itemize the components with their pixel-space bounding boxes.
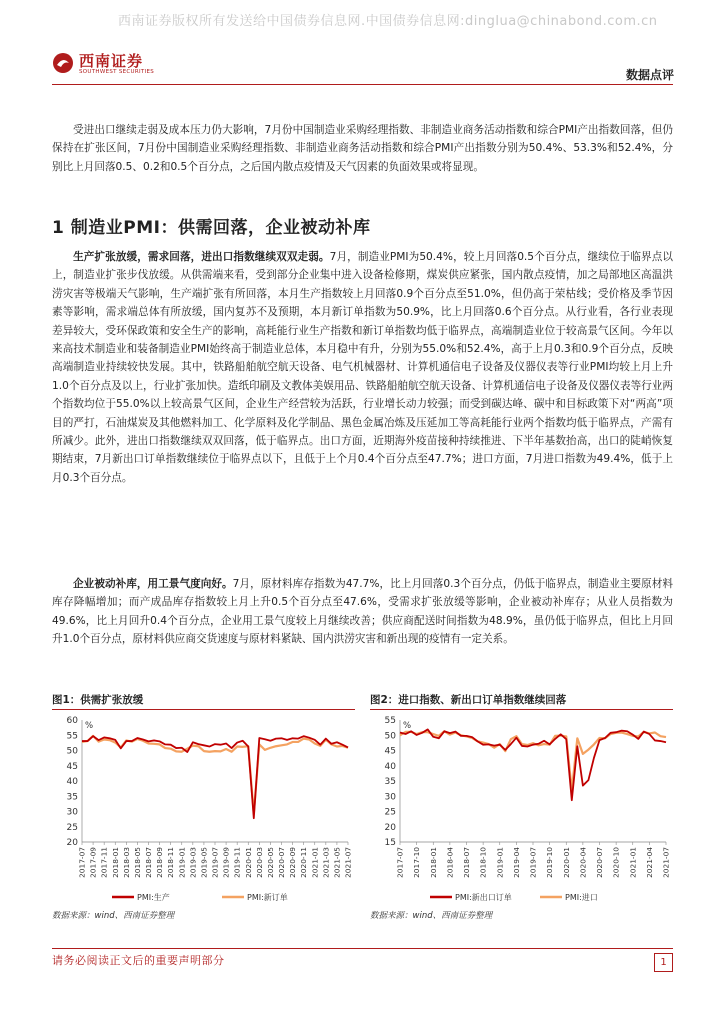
brand-logo — [52, 50, 182, 80]
y-tick-label: 55 — [384, 716, 396, 726]
series-line-1 — [82, 736, 348, 818]
x-tick-label: 2020-10 — [611, 847, 621, 878]
x-tick-label: 2019-04 — [511, 847, 521, 878]
x-tick-label: 2019-10 — [545, 847, 555, 878]
y-tick-label: 25 — [384, 807, 396, 818]
report-type: 数据点评 — [625, 68, 674, 82]
x-tick-label: 2018-03 — [121, 847, 131, 878]
logo-mark-icon — [52, 52, 74, 74]
y-tick-label: 60 — [66, 716, 78, 726]
y-tick-label: 15 — [384, 838, 396, 848]
header-divider — [52, 84, 673, 85]
x-tick-label: 2021-03 — [321, 847, 331, 878]
x-tick-label: 2021-01 — [310, 847, 320, 878]
x-tick-label: 2020-04 — [578, 847, 588, 878]
unit-label: % — [403, 721, 412, 731]
x-tick-label: 2019-07 — [528, 847, 538, 878]
watermark: 西南证券版权所有发送给中国债券信息网.中国债券信息网:dinglua@chinabond.com.cn — [118, 14, 658, 29]
x-tick-label: 2019-11 — [232, 847, 242, 878]
figure-2-source: 数据来源：wind、西南证券整理 — [370, 911, 493, 921]
x-tick-label: 2018-07 — [462, 847, 471, 878]
footer-divider — [52, 948, 673, 949]
x-tick-label: 2020-07 — [595, 847, 604, 878]
paragraph-lead: 企业被动补库，用工景气度向好。 — [73, 578, 233, 590]
x-tick-label: 2019-03 — [188, 847, 198, 878]
x-tick-label: 2020-05 — [265, 847, 275, 878]
x-tick-label: 2019-09 — [221, 847, 231, 878]
paragraph-lead: 生产扩张放缓，需求回落，进出口指数继续双双走弱。 — [73, 251, 330, 263]
y-tick-label: 20 — [384, 822, 396, 833]
x-tick-label: 2021-05 — [332, 847, 342, 878]
chart-2-svg — [370, 712, 675, 907]
x-tick-label: 2021-07 — [661, 847, 671, 878]
x-tick-label: 2021-07 — [343, 847, 353, 878]
x-tick-label: 2020-07 — [277, 847, 286, 878]
y-tick-label: 55 — [66, 731, 78, 742]
chart-1-svg — [52, 712, 357, 907]
x-tick-label: 2020-01 — [561, 847, 571, 878]
x-tick-label: 2018-09 — [155, 847, 165, 878]
x-tick-label: 2018-04 — [445, 847, 455, 878]
y-tick-label: 45 — [384, 746, 396, 757]
unit-label: % — [85, 721, 94, 731]
series-line-1 — [400, 729, 666, 800]
y-tick-label: 40 — [66, 777, 78, 787]
page-number: 1 — [654, 953, 673, 972]
legend-label: PMI:生产 — [137, 893, 170, 902]
x-tick-label: 2017-11 — [99, 847, 109, 878]
y-tick-label: 35 — [66, 792, 78, 803]
x-tick-label: 2017-07 — [77, 847, 87, 878]
figure-1-chart — [52, 712, 357, 907]
legend-label: PMI:新出口订单 — [455, 893, 512, 902]
intro-paragraph — [52, 121, 673, 176]
logo-name-en: SOUTHWEST SECURITIES — [79, 69, 155, 75]
x-tick-label: 2019-01 — [177, 847, 187, 878]
body-paragraph-1 — [52, 248, 673, 487]
y-tick-label: 50 — [66, 746, 78, 757]
logo-name-cn: 西南证券 — [79, 52, 144, 70]
y-tick-label: 30 — [384, 792, 396, 803]
series-line-2 — [400, 731, 666, 790]
intro-text: 受进出口继续走弱及成本压力仍大影响，7月份中国制造业采购经理指数、非制造业商务活动指数和综合PMI产出指数回落，但仍保持在扩张区间，7月份中国制造业采购经理指数、非制造业商务活动指数和综合PMI产出指数分别为50.4%、53.3%和52.4%，分别比上月回落0.5、0.2和0.5个百分点，之后国内散点疫情及天气因素的负面效果或将显现。 — [52, 124, 673, 173]
x-tick-label: 2017-10 — [412, 847, 422, 878]
footer-notice: 请务必阅读正文后的重要声明部分 — [52, 954, 225, 967]
x-tick-label: 2018-11 — [166, 847, 176, 878]
x-tick-label: 2019-05 — [199, 847, 209, 878]
figure-1-source: 数据来源：wind、西南证券整理 — [52, 911, 175, 921]
figure-1-title: 图1：供需扩张放缓 — [52, 694, 144, 706]
paragraph-text: 7月，制造业PMI为50.4%，较上月回落0.5个百分点，继续位于临界点以上，制造业扩张步伐放缓。从供需端来看，受到部分企业集中进入设备检修期，煤炭供应紧张，国内散点疫情，加之局部地区高温洪涝灾害等极端天气影响，生产端扩张有所回落，本月生产指数较上月回落0.9个百分点至51.0%，但仍高于荣枯线；受价格及季节因素等影响，需求端总体有所放缓，国内复苏不及预期，本月新订单指数为50.9%，比上月回落0.6个百分点。从行业看，各行业表现差异较大，受环保政策和安全生产的影响，高耗能行业生产指数和新订单指数均低于临界点，高端制造业位于较高景气区间。今年以来高技术制造业和装备制造业PMI始终高于制造业总体，本月稳中有升，分别为55.0%和52.4%，高于上月0.3和0.9个百分点，反映高端制造业持续较快发展。其中，铁路船舶航空航天设备、电气机械器材、计算机通信电子设备及仪器仪表等行业PMI均较上月上升1.0个百分点及以上，行业扩张加快。造纸印刷及文教体美娱用品、铁路船舶航空航天设备、计算机通信电子设备及仪器仪表等行业两个指数均位于55.0%以上较高景气区间，企业生产经营较为活跃，行业增长动力较强；而受到碳达峰、碳中和目标政策下对“两高”项目的严打，石油煤炭及其他燃料加工、化学原料及化学制品、黑色金属冶炼及压延加工等高耗能行业两个指数均低于临界点，产需有所减少。此外，进出口指数继续双双回落，低于临界点。出口方面，近期海外疫苗接种持续推进、下半年基数抬高，出口的陡峭恢复期结束，7月新出口订单指数继续位于临界点以下，且低于上个月0.4个百分点至47.7%；进口方面，7月进口指数为49.4%，低于上月0.3个百分点。 — [52, 251, 673, 484]
y-tick-label: 25 — [66, 822, 78, 833]
figure-2-rule — [370, 709, 673, 710]
x-tick-label: 2020-01 — [243, 847, 253, 878]
x-tick-label: 2020-11 — [299, 847, 309, 878]
y-tick-label: 40 — [384, 761, 396, 772]
x-tick-label: 2017-07 — [395, 847, 405, 878]
x-tick-label: 2021-01 — [628, 847, 638, 878]
x-tick-label: 2018-01 — [428, 847, 438, 878]
section-title: 1 制造业PMI：供需回落，企业被动补库 — [52, 218, 371, 238]
x-tick-label: 2018-10 — [478, 847, 488, 878]
figure-2-title: 图2：进口指数、新出口订单指数继续回落 — [370, 694, 567, 706]
figure-2-chart — [370, 712, 675, 907]
x-tick-label: 2017-09 — [88, 847, 98, 878]
y-tick-label: 45 — [66, 761, 78, 772]
x-tick-label: 2020-03 — [254, 847, 264, 878]
y-tick-label: 35 — [384, 777, 396, 787]
x-tick-label: 2019-07 — [210, 847, 220, 878]
x-tick-label: 2020-09 — [288, 847, 298, 878]
y-tick-label: 30 — [66, 807, 78, 818]
y-tick-label: 50 — [384, 731, 396, 742]
legend-label: PMI:进口 — [565, 893, 598, 902]
x-tick-label: 2021-04 — [644, 847, 654, 878]
body-paragraph-2 — [52, 575, 673, 649]
x-tick-label: 2019-01 — [495, 847, 505, 878]
x-tick-label: 2018-05 — [132, 847, 142, 878]
legend-label: PMI:新订单 — [247, 893, 288, 902]
y-tick-label: 20 — [66, 838, 78, 848]
paragraph-text: 7月，原材料库存指数为47.7%，比上月回落0.3个百分点，仍低于临界点，制造业主要原材料库存降幅增加；而产成品库存指数较上月上升0.5个百分点至47.6%，受需求扩张放缓等影响，企业被动补库存；从业人员指数为49.6%，比上月回升0.4个百分点，企业用工景气度较上月继续改善；供应商配送时间指数为48.9%，虽仍低于临界点，但比上月回升1.0个百分点，原材料供应商交货速度与原材料紧缺、国内洪涝灾害和新出现的疫情有一定关系。 — [52, 578, 673, 646]
x-tick-label: 2018-07 — [144, 847, 153, 878]
x-tick-label: 2018-01 — [110, 847, 120, 878]
figure-1-rule — [52, 709, 355, 710]
